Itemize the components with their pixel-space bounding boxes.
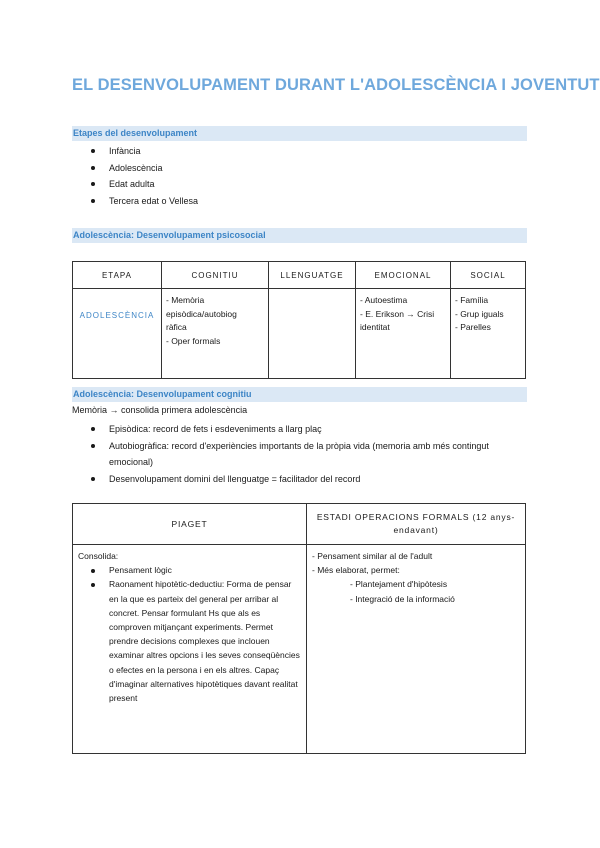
section-heading-cognitiu: Adolescència: Desenvolupament cognitiu <box>72 387 527 402</box>
cognitiu-intro: Memòria → consolida primera adolescència <box>72 405 248 415</box>
list-item: Pensament lògic <box>78 563 301 577</box>
table-row <box>73 545 526 754</box>
cell-llenguatge <box>269 289 356 379</box>
cell-line: - Memòria <box>166 295 205 305</box>
cell-piaget <box>73 545 307 754</box>
piaget-table <box>72 503 526 754</box>
cell-emocional <box>356 289 451 379</box>
cell-line: - E. Erikson → Crisi <box>360 308 435 319</box>
list-item: Desenvolupament domini del llenguatge = facilitador del record <box>91 471 527 488</box>
header-social: SOCIAL <box>451 262 526 289</box>
cell-line: episòdica/autobiog <box>166 308 237 319</box>
psicosocial-table <box>72 261 526 379</box>
cell-line: - Família <box>455 295 489 305</box>
piaget-list <box>78 563 301 705</box>
header-piaget: PIAGET <box>73 504 307 545</box>
cell-line: identitat <box>360 322 390 332</box>
header-cognitiu: COGNITIU <box>162 262 269 289</box>
cell-line: - Més elaborat, permet: <box>312 565 400 576</box>
list-item: Autobiogràfica: record d'experiències importants de la pròpia vida (memoria amb més contingut emocional) <box>91 438 527 471</box>
cell-line: - Parelles <box>455 322 491 332</box>
header-operacions-formals: ESTADI OPERACIONS FORMALS (12 anys-endavant) <box>307 504 526 545</box>
list-item: Edat adulta <box>91 176 198 193</box>
header-emocional: EMOCIONAL <box>356 262 451 289</box>
cell-etapa: ADOLESCÈNCIA <box>73 289 162 379</box>
etapes-list <box>91 143 198 209</box>
cell-intro: Consolida: <box>78 551 119 561</box>
cell-line: - Pensament similar al de l'adult <box>312 551 433 561</box>
cell-line: - Grup iguals <box>455 308 504 319</box>
list-item: Infància <box>91 143 198 160</box>
list-item: Episòdica: record de fets i esdeveniments a llarg plaç <box>91 421 527 438</box>
cell-cognitiu <box>162 289 269 379</box>
list-item: Raonament hipotètic-deductiu: Forma de pensar en la que es parteix del general per arribar al concret. Pensar formulant Hs que als es comproven mitjançant experiments. Permet prendre decisions complexes que inclouen examinar altres opcions i les seves conseqüències o efectes en la persona i en els altres. Capaç d'imaginar alternatives hipotètiques davant realitat present <box>78 577 301 705</box>
cell-line: - Oper formals <box>166 335 221 346</box>
section-heading-psicosocial: Adolescència: Desenvolupament psicosocial <box>72 228 527 243</box>
cell-operacions-formals <box>307 545 526 754</box>
header-etapa: ETAPA <box>73 262 162 289</box>
list-item: Tercera edat o Vellesa <box>91 193 198 210</box>
cell-social <box>451 289 526 379</box>
list-item: Adolescència <box>91 160 198 177</box>
cell-line: - Autoestima <box>360 295 408 305</box>
section-heading-etapes: Etapes del desenvolupament <box>72 126 527 141</box>
cell-line: ràfica <box>166 322 187 332</box>
cognitiu-list <box>91 421 527 487</box>
cell-subline: - Plantejament d'hipòtesis <box>350 579 448 590</box>
table-header-row <box>73 504 526 545</box>
table-header-row <box>73 262 526 289</box>
document-title: EL DESENVOLUPAMENT DURANT L'ADOLESCÈNCIA I JOVENTUT <box>72 76 600 94</box>
table-row <box>73 289 526 379</box>
cell-subline: - Integració de la informació <box>350 593 455 604</box>
header-llenguatge: LLENGUATGE <box>269 262 356 289</box>
